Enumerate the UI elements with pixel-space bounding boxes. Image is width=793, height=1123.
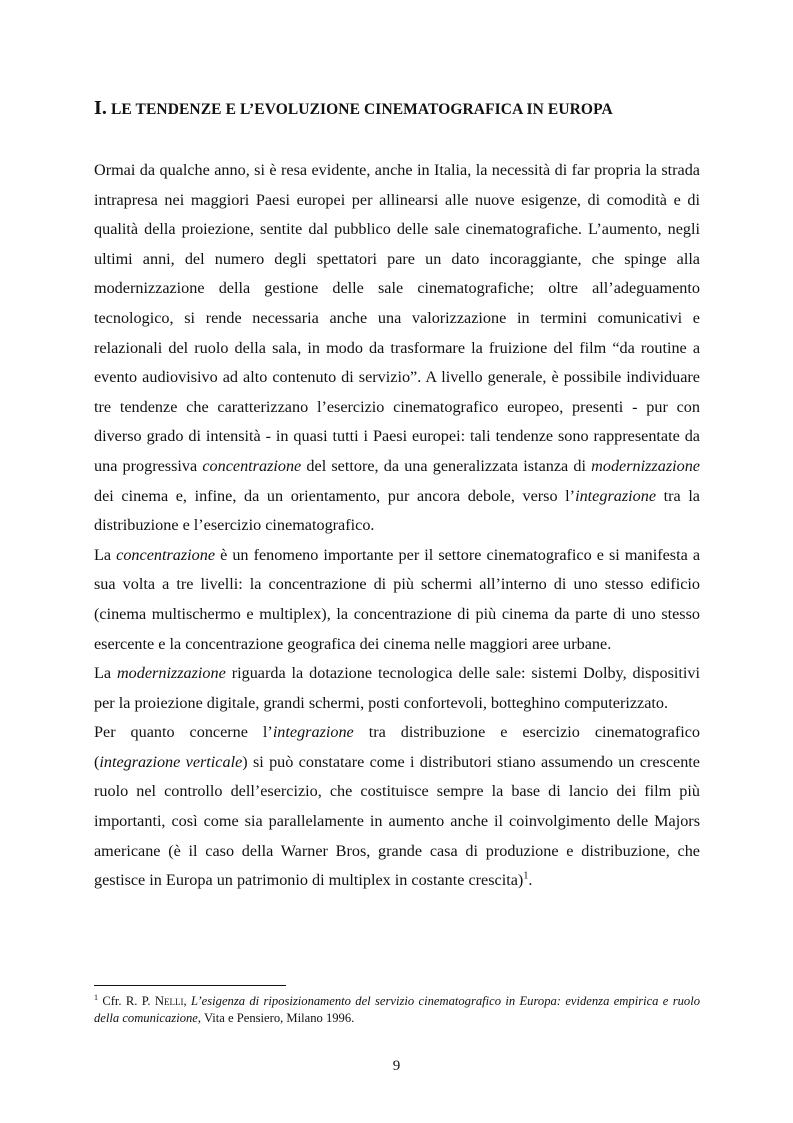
paragraph-4-text-a: Per quanto concerne l’ (94, 723, 273, 742)
page-number: 9 (392, 1058, 401, 1074)
chapter-number: I. (94, 97, 107, 119)
paragraph-2-text-b: è un fenomeno importante per il settore cinematografico e si manifesta a sua volta a tre livelli: la concentrazione di più schermi all’interno di uno stesso edificio (cinema multischermo e multiplex), la concentrazione di più cinema da parte di uno stesso esercente e la concentrazione geografica dei cinema nelle maggiori aree urbane. (94, 545, 700, 653)
footnote-separator (94, 985, 286, 986)
paragraph-1-text-c: dei cinema e, infine, da un orientamento, pur ancora debole, verso l’ (94, 486, 576, 505)
term-concentrazione: concentrazione (202, 456, 302, 475)
paragraph-2 (94, 541, 700, 659)
footnote-reference[interactable]: 1 (523, 870, 529, 882)
paragraph-2-text-a: La (94, 545, 117, 564)
paragraph-4 (94, 718, 700, 896)
footnote-prefix: Cfr. R. P. (98, 994, 155, 1008)
paragraph-3-text-b: riguarda la dotazione tecnologica delle sale: sistemi Dolby, dispositivi per la proiezione digitale, grandi schermi, posti confortevoli, botteghino computerizzato. (94, 664, 700, 712)
footnote-marker: 1 (94, 992, 98, 1002)
paragraph-1 (94, 156, 700, 541)
term-integrazione: integrazione (575, 486, 657, 505)
term-integrazione-verticale: integrazione verticale (99, 752, 243, 771)
paragraph-4-text-b: tra distribuzione e esercizio cinematografico ( (94, 723, 700, 771)
term-modernizzazione: modernizzazione (116, 664, 226, 683)
paragraph-1-text-d: tra la distribuzione e l’esercizio cinematografico. (94, 486, 700, 535)
paragraph-4-text-d: . (528, 871, 533, 890)
paragraph-3 (94, 659, 700, 718)
chapter-heading (94, 97, 714, 120)
footnote-separator-comma: , (183, 994, 191, 1008)
term-concentrazione: concentrazione (116, 545, 216, 564)
footnote-author: Nelli (154, 994, 184, 1008)
term-integrazione: integrazione (272, 723, 354, 742)
term-modernizzazione: modernizzazione (591, 456, 700, 475)
paragraph-4-text-c: ) si può constatare come i distributori stiano assumendo un crescente ruolo nel controllo dell’esercizio, che costituisce sempre la base di lancio dei film più importanti, così come sia parallelamente in aumento anche il coinvolgimento delle Majors americane (è il caso della Warner Bros, grande casa di produzione e distribuzione, che gestisce in Europa un patrimonio di multiplex in costante crescita) (94, 752, 700, 890)
footnote (94, 993, 700, 1027)
paragraph-1-text-b: del settore, da una generalizzata istanza di (301, 456, 592, 475)
chapter-title: LE TENDENZE E L’EVOLUZIONE CINEMATOGRAFICA IN EUROPA (106, 101, 613, 118)
paragraph-3-text-a: La (94, 664, 117, 683)
footnote-title: L’esigenza di riposizionamento del servizio cinematografico in Europa: evidenza empirica e ruolo della comunicazione (94, 994, 701, 1025)
paragraph-1-text-a: Ormai da qualche anno, si è resa evidente, anche in Italia, la necessità di far propria la strada intrapresa nei maggiori Paesi europei per allinearsi alle nuove esigenze, di comodità e di qualità della proiezione, sentite dal pubblico delle sale cinematografiche. L’aumento, negli ultimi anni, del numero degli spettatori pare un dato incoraggiante, che spinge alla modernizzazione della gestione delle sale cinematografiche; oltre all’adeguamento tecnologico, si rende necessaria anche una valorizzazione in termini comunicativi e relazionali del ruolo della sala, in modo da trasformare la fruizione del film “da routine a evento audiovisivo ad alto contenuto di servizio”. A livello generale, è possibile individuare tre tendenze che caratterizzano l’esercizio cinematografico europeo, presenti - pur con diverso grado di intensità - in quasi tutti i Paesi europei: tali tendenze sono rappresentate da una progressiva (94, 161, 700, 475)
footnote-publisher: , Vita e Pensiero, Milano 1996. (197, 1011, 355, 1025)
body-text (94, 156, 700, 896)
